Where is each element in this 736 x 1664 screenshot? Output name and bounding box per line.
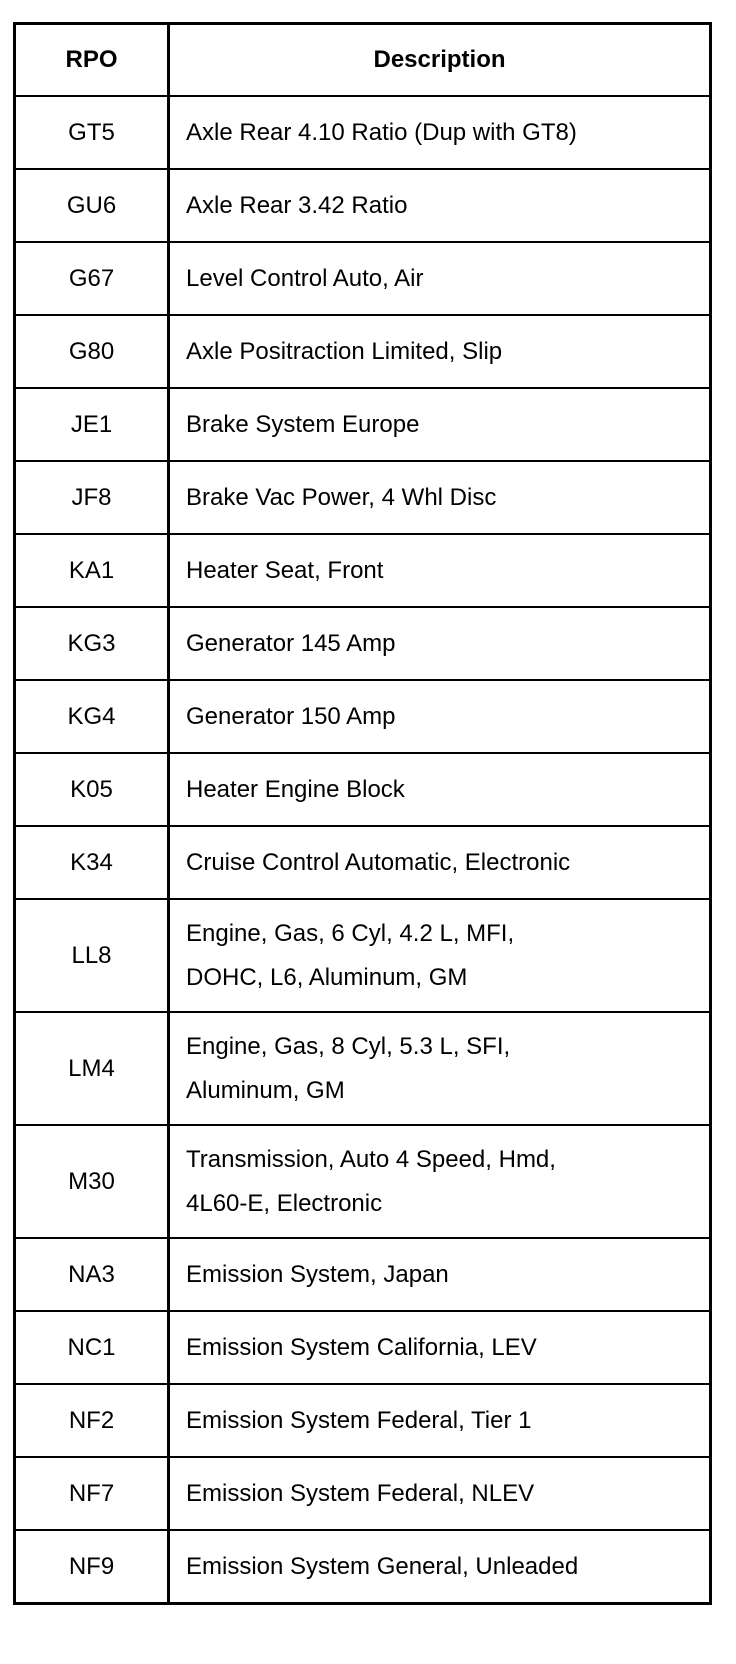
table-row [15,96,711,169]
description-cell [169,1457,711,1530]
description-line-1: Brake System Europe [186,410,420,438]
table-row [15,1311,711,1384]
rpo-code-cell: NF9 [15,1530,169,1604]
rpo-code-cell: M30 [15,1125,169,1238]
table-row [15,1530,711,1604]
description-cell [169,388,711,461]
description-line-1: Cruise Control Automatic, Electronic [186,848,571,876]
description-line-1: Level Control Auto, Air [186,264,424,292]
column-header-description: Description [169,24,711,97]
table-row [15,461,711,534]
table-row [15,242,711,315]
description-cell [169,461,711,534]
description-cell [169,1530,711,1604]
rpo-code-cell: LM4 [15,1012,169,1125]
description-line-1: Brake Vac Power, 4 Whl Disc [186,483,497,511]
rpo-code-cell: GT5 [15,96,169,169]
table-row [15,315,711,388]
description-cell [169,899,711,1012]
description-line-1: Emission System General, Unleaded [186,1552,579,1580]
rpo-code-cell: K05 [15,753,169,826]
table-row [15,1384,711,1457]
rpo-code-cell: KG3 [15,607,169,680]
table-row [15,1012,711,1125]
description-cell [169,680,711,753]
description-line-1: Transmission, Auto 4 Speed, Hmd, [186,1145,556,1173]
description-cell [169,534,711,607]
description-line-1: Axle Positraction Limited, Slip [186,337,503,365]
rpo-code-cell: G67 [15,242,169,315]
description-cell [169,1012,711,1125]
description-cell [169,1238,711,1311]
description-cell [169,753,711,826]
description-line-1: Axle Rear 3.42 Ratio [186,191,408,219]
table-row [15,169,711,242]
description-line-1: Emission System Federal, Tier 1 [186,1406,532,1434]
description-cell [169,1311,711,1384]
table-row [15,753,711,826]
table-header-row [15,24,711,97]
description-line-1: Emission System California, LEV [186,1333,537,1361]
description-cell [169,242,711,315]
description-line-1: Heater Seat, Front [186,556,384,584]
description-line-2: Aluminum, GM [186,1076,345,1104]
rpo-code-cell: NF2 [15,1384,169,1457]
table-row [15,1125,711,1238]
table-row [15,534,711,607]
description-cell [169,169,711,242]
description-line-1: Engine, Gas, 6 Cyl, 4.2 L, MFI, [186,919,515,947]
rpo-code-cell: KG4 [15,680,169,753]
rpo-code-cell: NC1 [15,1311,169,1384]
description-cell [169,315,711,388]
rpo-code-cell: NA3 [15,1238,169,1311]
description-cell [169,826,711,899]
table-row [15,826,711,899]
description-line-1: Heater Engine Block [186,775,405,803]
rpo-code-cell: K34 [15,826,169,899]
description-line-1: Engine, Gas, 8 Cyl, 5.3 L, SFI, [186,1032,511,1060]
table-row [15,680,711,753]
rpo-code-cell: GU6 [15,169,169,242]
description-line-1: Emission System, Japan [186,1260,449,1288]
description-cell [169,96,711,169]
column-header-rpo: RPO [15,24,169,97]
rpo-table [13,22,712,1605]
description-cell [169,1125,711,1238]
description-line-2: DOHC, L6, Aluminum, GM [186,963,468,991]
rpo-code-cell: NF7 [15,1457,169,1530]
table-row [15,1238,711,1311]
description-line-1: Generator 145 Amp [186,629,396,657]
table-row [15,899,711,1012]
table-row [15,607,711,680]
table-row [15,388,711,461]
table-row [15,1457,711,1530]
description-cell [169,607,711,680]
rpo-code-cell: KA1 [15,534,169,607]
rpo-code-cell: JE1 [15,388,169,461]
rpo-code-cell: JF8 [15,461,169,534]
description-line-1: Generator 150 Amp [186,702,396,730]
description-cell [169,1384,711,1457]
description-line-2: 4L60-E, Electronic [186,1189,383,1217]
description-line-1: Emission System Federal, NLEV [186,1479,535,1507]
rpo-code-cell: LL8 [15,899,169,1012]
rpo-code-cell: G80 [15,315,169,388]
description-line-1: Axle Rear 4.10 Ratio (Dup with GT8) [186,118,577,146]
